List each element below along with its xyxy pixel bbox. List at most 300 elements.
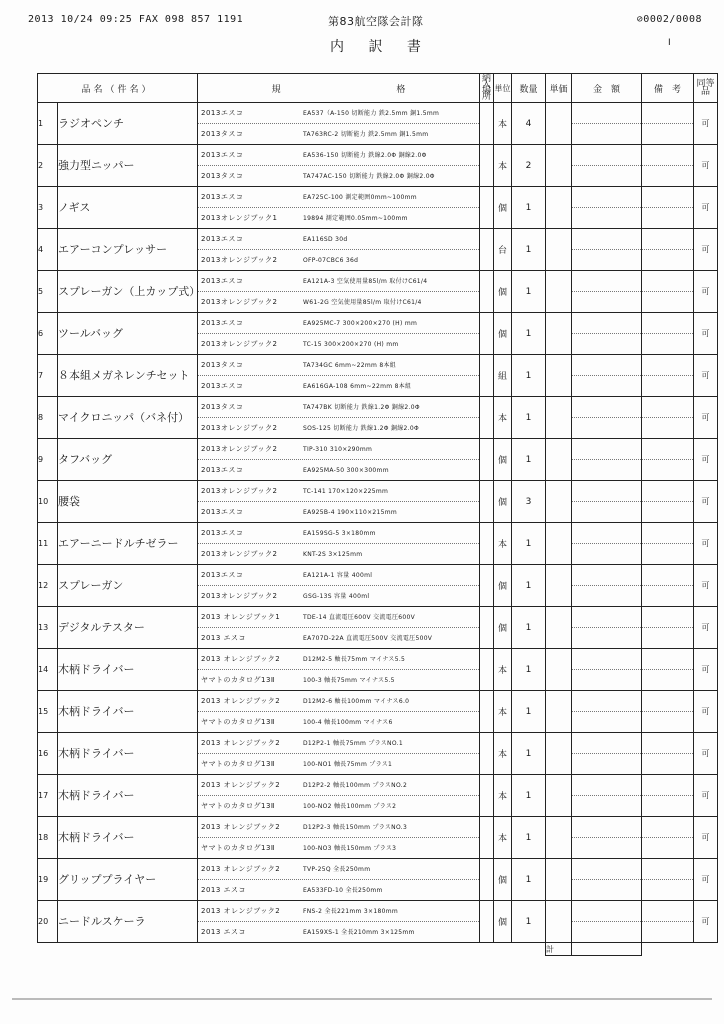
spec-detail: TVP-25Q 全長250mm (303, 866, 371, 873)
item-amount (572, 817, 642, 859)
item-price (546, 187, 572, 229)
spec-detail: EA159XS-1 全長210mm 3×125mm (303, 929, 415, 936)
item-note (642, 481, 694, 523)
table-row (38, 481, 718, 523)
item-unit: 組 (494, 355, 512, 397)
spec-source: ヤマトのカタログ13Ⅱ (201, 718, 275, 726)
item-equivalent: 可 (694, 565, 718, 607)
item-name: 木柄ドライバー (58, 733, 198, 775)
table-row (38, 859, 718, 901)
item-qty: 1 (512, 355, 546, 397)
item-spec (198, 439, 480, 481)
item-qty: 1 (512, 733, 546, 775)
item-number: 19 (38, 859, 58, 901)
item-number: 12 (38, 565, 58, 607)
item-unit: 本 (494, 523, 512, 565)
fax-transmission-info: 2013 10/24 09:25 FAX 098 857 1191 (28, 14, 244, 25)
item-spec (198, 481, 480, 523)
item-number: 1 (38, 103, 58, 145)
item-amount (572, 649, 642, 691)
item-note (642, 859, 694, 901)
spec-detail: 100-4 軸長100mm マイナス6 (303, 719, 393, 726)
item-unit: 本 (494, 145, 512, 187)
item-number: 20 (38, 901, 58, 943)
spec-detail: D12P2-1 軸長75mm プラスNO.1 (303, 740, 403, 747)
item-amount (572, 355, 642, 397)
fax-page-number: ⊘0002/0008 (636, 14, 702, 25)
item-spec (198, 691, 480, 733)
item-unit: 個 (494, 187, 512, 229)
item-note (642, 397, 694, 439)
itemized-table (37, 73, 718, 956)
item-equivalent: 可 (694, 103, 718, 145)
item-note (642, 439, 694, 481)
item-note (642, 775, 694, 817)
spec-source: 2013エスコ (201, 529, 244, 537)
item-qty: 1 (512, 859, 546, 901)
spec-line (198, 502, 479, 522)
item-name: 木柄ドライバー (58, 649, 198, 691)
item-spec (198, 859, 480, 901)
item-name: マイクロニッパ（バネ付） (58, 397, 198, 439)
item-price (546, 271, 572, 313)
table-row (38, 649, 718, 691)
spec-source: 2013エスコ (201, 319, 244, 327)
item-equivalent: 可 (694, 229, 718, 271)
item-note (642, 901, 694, 943)
item-equivalent: 可 (694, 397, 718, 439)
spec-source: 2013 オレンジブック2 (201, 655, 281, 663)
item-note (642, 733, 694, 775)
item-unit: 本 (494, 775, 512, 817)
item-price (546, 523, 572, 565)
item-name: ニードルスケーラ (58, 901, 198, 943)
spec-line (198, 922, 479, 942)
spec-source: 2013 エスコ (201, 886, 247, 894)
spec-detail: TA747BK 切断能力 鉄線1.2Φ 銅線2.0Φ (303, 404, 420, 411)
item-equivalent: 可 (694, 817, 718, 859)
item-amount (572, 733, 642, 775)
spec-line (198, 901, 479, 922)
spec-line (198, 418, 479, 438)
spec-source: 2013オレンジブック2 (201, 445, 278, 453)
item-equivalent: 可 (694, 691, 718, 733)
header-amount: 金 額 (572, 74, 642, 103)
spec-source: 2013タスコ (201, 361, 244, 369)
item-unit: 個 (494, 439, 512, 481)
spec-detail: EA925MC-7 300×200×270 (H) mm (303, 320, 418, 327)
item-spec (198, 397, 480, 439)
spec-line (198, 166, 479, 186)
spec-source: 2013 オレンジブック2 (201, 697, 281, 705)
table-row (38, 439, 718, 481)
item-qty: 1 (512, 397, 546, 439)
header-price: 単価 (546, 74, 572, 103)
spec-line (198, 565, 479, 586)
item-qty: 1 (512, 775, 546, 817)
item-unit: 台 (494, 229, 512, 271)
item-unit: 本 (494, 397, 512, 439)
delivery-cell (480, 313, 494, 355)
header-row (38, 74, 718, 103)
item-number: 11 (38, 523, 58, 565)
header-name: 品名（件名） (38, 74, 198, 103)
item-number: 6 (38, 313, 58, 355)
spec-detail: TA763RC-2 切断能力 鉄2.5mm 銅1.5mm (303, 131, 429, 138)
spec-source: 2013 オレンジブック2 (201, 865, 281, 873)
spec-line (198, 796, 479, 816)
item-price (546, 775, 572, 817)
spec-source: 2013タスコ (201, 172, 244, 180)
spec-line (198, 733, 479, 754)
item-unit: 個 (494, 481, 512, 523)
item-amount (572, 691, 642, 733)
item-unit: 本 (494, 733, 512, 775)
delivery-cell (480, 859, 494, 901)
spec-source: ヤマトのカタログ13Ⅱ (201, 676, 275, 684)
spec-line (198, 544, 479, 564)
table-row (38, 607, 718, 649)
spec-source: 2013 エスコ (201, 928, 247, 936)
total-row (38, 943, 718, 956)
table-row (38, 775, 718, 817)
spec-detail: EA925B-4 190×110×215mm (303, 509, 398, 516)
item-spec (198, 901, 480, 943)
spec-detail: EA116SD 30d (303, 236, 348, 243)
item-qty: 1 (512, 565, 546, 607)
header-equivalent: 同等品 (694, 74, 718, 103)
item-note (642, 355, 694, 397)
header-delivery: 納入 場所 (480, 74, 494, 103)
spec-detail: EA533FD-10 全長250mm (303, 887, 383, 894)
item-equivalent: 可 (694, 313, 718, 355)
item-amount (572, 187, 642, 229)
spec-detail: EA707D-22A 直流電圧500V 交流電圧500V (303, 635, 433, 642)
item-equivalent: 可 (694, 775, 718, 817)
item-name: デジタルテスター (58, 607, 198, 649)
item-equivalent: 可 (694, 271, 718, 313)
spec-line (198, 271, 479, 292)
spec-line (198, 439, 479, 460)
item-name: ラジオペンチ (58, 103, 198, 145)
spec-line (198, 712, 479, 732)
spec-line (198, 586, 479, 606)
item-qty: 1 (512, 271, 546, 313)
item-name: エアーニードルチゼラー (58, 523, 198, 565)
item-number: 18 (38, 817, 58, 859)
item-note (642, 103, 694, 145)
spec-source: 2013 エスコ (201, 634, 247, 642)
item-spec (198, 775, 480, 817)
table-row (38, 229, 718, 271)
item-note (642, 229, 694, 271)
item-equivalent: 可 (694, 523, 718, 565)
spec-detail: TDE-14 直流電圧600V 交流電圧600V (303, 614, 416, 621)
item-price (546, 607, 572, 649)
spec-source: 2013エスコ (201, 277, 244, 285)
item-amount (572, 565, 642, 607)
item-spec (198, 523, 480, 565)
item-name: 腰袋 (58, 481, 198, 523)
corner-mark: I (668, 38, 671, 48)
spec-source: 2013 オレンジブック1 (201, 613, 281, 621)
spec-detail: D12M2-5 軸長75mm マイナス5.5 (303, 656, 406, 663)
spec-source: 2013エスコ (201, 151, 244, 159)
item-price (546, 691, 572, 733)
spec-line (198, 523, 479, 544)
item-number: 13 (38, 607, 58, 649)
item-name: ８本組メガネレンチセット (58, 355, 198, 397)
item-unit: 個 (494, 313, 512, 355)
total-amount (572, 943, 642, 956)
spec-line (198, 355, 479, 376)
delivery-cell (480, 817, 494, 859)
delivery-cell (480, 775, 494, 817)
spec-source: ヤマトのカタログ13Ⅱ (201, 802, 275, 810)
spec-source: 2013タスコ (201, 130, 244, 138)
spec-source: ヤマトのカタログ13Ⅱ (201, 844, 275, 852)
item-price (546, 649, 572, 691)
item-spec (198, 229, 480, 271)
delivery-cell (480, 481, 494, 523)
item-amount (572, 523, 642, 565)
item-unit: 本 (494, 649, 512, 691)
item-note (642, 691, 694, 733)
spec-source: ヤマトのカタログ13Ⅱ (201, 760, 275, 768)
item-name: 強力型ニッパー (58, 145, 198, 187)
spec-source: 2013エスコ (201, 571, 244, 579)
spec-line (198, 754, 479, 774)
spec-line (198, 775, 479, 796)
spec-line (198, 313, 479, 334)
spec-detail: W61-2G 空気使用量85l/m 取付けC61/4 (303, 299, 422, 306)
item-name: 木柄ドライバー (58, 691, 198, 733)
spec-detail: D12P2-2 軸長100mm プラスNO.2 (303, 782, 408, 789)
spec-detail: TC-141 170×120×225mm (303, 488, 389, 495)
delivery-cell (480, 145, 494, 187)
item-unit: 個 (494, 271, 512, 313)
spec-detail: EA159SG-5 3×180mm (303, 530, 376, 537)
item-spec (198, 565, 480, 607)
spec-line (198, 334, 479, 354)
spec-line (198, 691, 479, 712)
item-amount (572, 313, 642, 355)
table-row (38, 355, 718, 397)
spec-detail: D12M2-6 軸長100mm マイナス6.0 (303, 698, 410, 705)
spec-detail: EA121A-3 空気使用量85l/m 取付けC61/4 (303, 278, 428, 285)
table-row (38, 271, 718, 313)
spec-detail: D12P2-3 軸長150mm プラスNO.3 (303, 824, 408, 831)
item-qty: 1 (512, 901, 546, 943)
spec-line (198, 103, 479, 124)
page-title: 内 訳 書 (330, 39, 431, 55)
item-price (546, 481, 572, 523)
spec-line (198, 817, 479, 838)
spec-detail: 100-NO3 軸長150mm プラス3 (303, 845, 397, 852)
item-note (642, 145, 694, 187)
spec-source: 2013オレンジブック1 (201, 214, 278, 222)
table-row (38, 187, 718, 229)
spec-source: 2013エスコ (201, 466, 244, 474)
spec-detail: 100-NO1 軸長75mm プラス1 (303, 761, 393, 768)
item-amount (572, 397, 642, 439)
spec-line (198, 250, 479, 270)
item-amount (572, 481, 642, 523)
spec-detail: TC-15 300×200×270 (H) mm (303, 341, 399, 348)
item-unit: 個 (494, 565, 512, 607)
spec-source: 2013エスコ (201, 382, 244, 390)
table-row (38, 523, 718, 565)
delivery-cell (480, 229, 494, 271)
item-number: 16 (38, 733, 58, 775)
item-spec (198, 187, 480, 229)
header-spec-right: 格 (396, 84, 406, 95)
item-price (546, 103, 572, 145)
item-spec (198, 607, 480, 649)
table-row (38, 565, 718, 607)
spec-source: 2013オレンジブック2 (201, 340, 278, 348)
spec-detail: 100-3 軸長75mm マイナス5.5 (303, 677, 395, 684)
spec-line (198, 859, 479, 880)
item-qty: 1 (512, 523, 546, 565)
spec-detail: EA536-150 切断能力 鉄線2.0Φ 銅線2.0Φ (303, 152, 427, 159)
spec-source: 2013オレンジブック2 (201, 550, 278, 558)
spec-detail: TIP-310 310×290mm (303, 446, 373, 453)
item-amount (572, 859, 642, 901)
item-spec (198, 649, 480, 691)
spec-line (198, 607, 479, 628)
delivery-cell (480, 901, 494, 943)
spec-detail: FNS-2 全長221mm 3×180mm (303, 908, 398, 915)
item-amount (572, 775, 642, 817)
item-equivalent: 可 (694, 649, 718, 691)
spec-source: 2013オレンジブック2 (201, 298, 278, 306)
spec-source: 2013オレンジブック2 (201, 424, 278, 432)
item-amount (572, 103, 642, 145)
table-row (38, 145, 718, 187)
spec-detail: EA925MA-50 300×300mm (303, 467, 389, 474)
spec-source: 2013オレンジブック2 (201, 487, 278, 495)
header-spec (198, 74, 480, 103)
header-note: 備 考 (642, 74, 694, 103)
table-row (38, 817, 718, 859)
item-name: スプレーガン（上カップ式） (58, 271, 198, 313)
spec-source: 2013 オレンジブック2 (201, 907, 281, 915)
spec-line (198, 649, 479, 670)
item-amount (572, 607, 642, 649)
header-unit: 単位 (494, 74, 512, 103)
item-amount (572, 229, 642, 271)
item-number: 15 (38, 691, 58, 733)
item-name: ノギス (58, 187, 198, 229)
spec-detail: SOS-125 切断能力 鉄線1.2Φ 銅線2.0Φ (303, 425, 420, 432)
delivery-cell (480, 607, 494, 649)
item-number: 17 (38, 775, 58, 817)
item-unit: 個 (494, 607, 512, 649)
item-qty: 1 (512, 187, 546, 229)
item-number: 9 (38, 439, 58, 481)
spec-detail: TA747AC-150 切断能力 鉄線2.0Φ 銅線2.0Φ (303, 173, 435, 180)
spec-detail: TA734GC 6mm~22mm 8本組 (303, 362, 397, 369)
spec-source: 2013エスコ (201, 235, 244, 243)
spec-line (198, 145, 479, 166)
item-spec (198, 355, 480, 397)
item-spec (198, 733, 480, 775)
item-unit: 本 (494, 817, 512, 859)
header-qty: 数量 (512, 74, 546, 103)
spec-detail: EA725C-100 測定範囲0mm~100mm (303, 194, 417, 201)
item-number: 10 (38, 481, 58, 523)
item-unit: 本 (494, 691, 512, 733)
item-qty: 3 (512, 481, 546, 523)
spec-source: 2013 オレンジブック2 (201, 739, 281, 747)
spec-detail: 100-NO2 軸長100mm プラス2 (303, 803, 397, 810)
spec-line (198, 880, 479, 900)
item-price (546, 313, 572, 355)
item-number: 4 (38, 229, 58, 271)
item-qty: 1 (512, 439, 546, 481)
item-qty: 1 (512, 229, 546, 271)
total-label: 計 (546, 943, 572, 956)
delivery-cell (480, 649, 494, 691)
item-name: スプレーガン (58, 565, 198, 607)
table-row (38, 691, 718, 733)
item-price (546, 355, 572, 397)
item-price (546, 859, 572, 901)
spec-line (198, 481, 479, 502)
item-price (546, 229, 572, 271)
item-equivalent: 可 (694, 355, 718, 397)
spec-line (198, 376, 479, 396)
item-qty: 1 (512, 649, 546, 691)
spec-detail: KNT-2S 3×125mm (303, 551, 363, 558)
item-equivalent: 可 (694, 439, 718, 481)
spec-detail: EA537（A-150 切断能力 鉄2.5mm 銅1.5mm (303, 110, 440, 117)
delivery-cell (480, 691, 494, 733)
item-qty: 4 (512, 103, 546, 145)
item-name: グリッププライヤー (58, 859, 198, 901)
delivery-cell (480, 103, 494, 145)
item-price (546, 817, 572, 859)
item-note (642, 565, 694, 607)
spec-line (198, 187, 479, 208)
item-name: 木柄ドライバー (58, 817, 198, 859)
item-equivalent: 可 (694, 145, 718, 187)
item-note (642, 649, 694, 691)
spec-line (198, 670, 479, 690)
table-row (38, 901, 718, 943)
item-price (546, 397, 572, 439)
spec-source: 2013オレンジブック2 (201, 592, 278, 600)
item-note (642, 523, 694, 565)
item-price (546, 733, 572, 775)
spec-source: 2013 オレンジブック2 (201, 781, 281, 789)
item-equivalent: 可 (694, 733, 718, 775)
item-amount (572, 901, 642, 943)
item-amount (572, 439, 642, 481)
spec-detail: 19894 測定範囲0.05mm~100mm (303, 215, 408, 222)
item-price (546, 565, 572, 607)
spec-line (198, 838, 479, 858)
item-qty: 1 (512, 607, 546, 649)
item-qty: 1 (512, 817, 546, 859)
delivery-cell (480, 439, 494, 481)
spec-detail: EA616GA-108 6mm~22mm 8本組 (303, 383, 412, 390)
item-name: 木柄ドライバー (58, 775, 198, 817)
item-number: 14 (38, 649, 58, 691)
table-row (38, 313, 718, 355)
item-spec (198, 313, 480, 355)
